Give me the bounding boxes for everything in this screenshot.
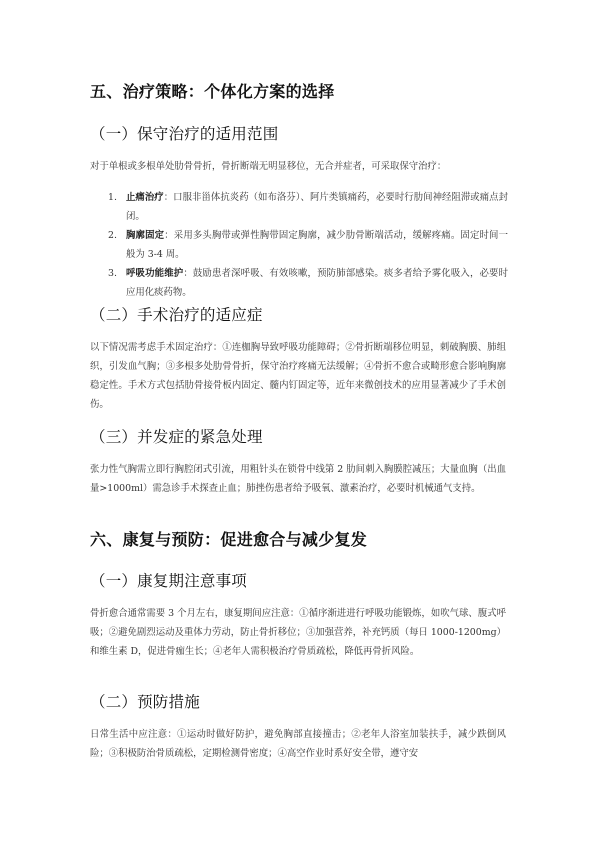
item-number: 3. (108, 268, 117, 279)
list-item (108, 226, 508, 264)
list-item (108, 188, 508, 226)
subheading-conservative: （一）保守治疗的适用范围 (90, 125, 279, 143)
surgery-paragraph: 以下情况需考虑手术固定治疗：①连枷胸导致呼吸功能障碍；②骨折断端移位明显，刺破胸膜、肺组织，引发血气胸；③多根多处肋骨骨折，保守治疗疼痛无法缓解；④骨折不愈合或畸形愈合影响胸廓稳定性。手术方式包括肋骨接骨板内固定、髓内钉固定等，近年来微创技术的应用显著减少了手术创伤。 (90, 342, 506, 410)
item-term: 胸廓固定 (126, 230, 165, 241)
rehab-paragraph: 骨折愈合通常需要 3 个月左右，康复期间应注意：①循序渐进进行呼吸功能锻炼，如吹气球、腹式呼吸；②避免剧烈运动及重体力劳动，防止骨折移位；③加强营养，补充钙质（每日 1000-1200mg）和维生素 D，促进骨痂生长；④老年人需积极治疗骨质疏松，降低再骨折风险。 (90, 608, 506, 657)
conservative-intro: 对于单根或多根单处肋骨骨折，骨折断端无明显移位，无合并症者，可采取保守治疗： (90, 161, 447, 172)
item-term: 呼吸功能维护 (126, 268, 184, 279)
item-text: ：口服非甾体抗炎药（如布洛芬）、阿片类镇痛药，必要时行肋间神经阻滞或痛点封闭。 (126, 192, 508, 222)
subheading-prevention: （二）预防措施 (90, 693, 200, 711)
list-item (108, 264, 508, 302)
prevention-paragraph: 日常生活中应注意：①运动时做好防护，避免胸部直接撞击；②老年人浴室加装扶手，减少跌倒风险；③积极防治骨质疏松，定期检测骨密度；④高空作业时系好安全带，遵守安 (90, 729, 506, 759)
item-number: 2. (108, 230, 117, 241)
subheading-rehab-notes: （一）康复期注意事项 (90, 572, 248, 590)
conservative-list (108, 188, 508, 302)
section-heading-rehab: 六、康复与预防：促进愈合与减少复发 (90, 530, 368, 549)
item-term: 止痛治疗 (126, 192, 164, 203)
subheading-surgery: （二）手术治疗的适应症 (90, 306, 263, 324)
item-text: ：鼓励患者深呼吸、有效咳嗽，预防肺部感染。痰多者给予雾化吸入，必要时应用化痰药物。 (126, 268, 508, 298)
section-heading-treatment: 五、治疗策略：个体化方案的选择 (90, 82, 335, 101)
item-number: 1. (108, 192, 117, 203)
complications-paragraph: 张力性气胸需立即行胸腔闭式引流，用粗针头在锁骨中线第 2 肋间刺入胸膜腔减压；大量血胸（出血量>1000ml）需急诊手术探查止血；肺挫伤患者给予吸氧、激素治疗，必要时机械通气支持。 (90, 464, 506, 494)
subheading-complications: （三）并发症的紧急处理 (90, 428, 263, 446)
item-text: ：采用多头胸带或弹性胸带固定胸廓，减少肋骨断端活动，缓解疼痛。固定时间一般为 3-4 周。 (126, 230, 508, 260)
